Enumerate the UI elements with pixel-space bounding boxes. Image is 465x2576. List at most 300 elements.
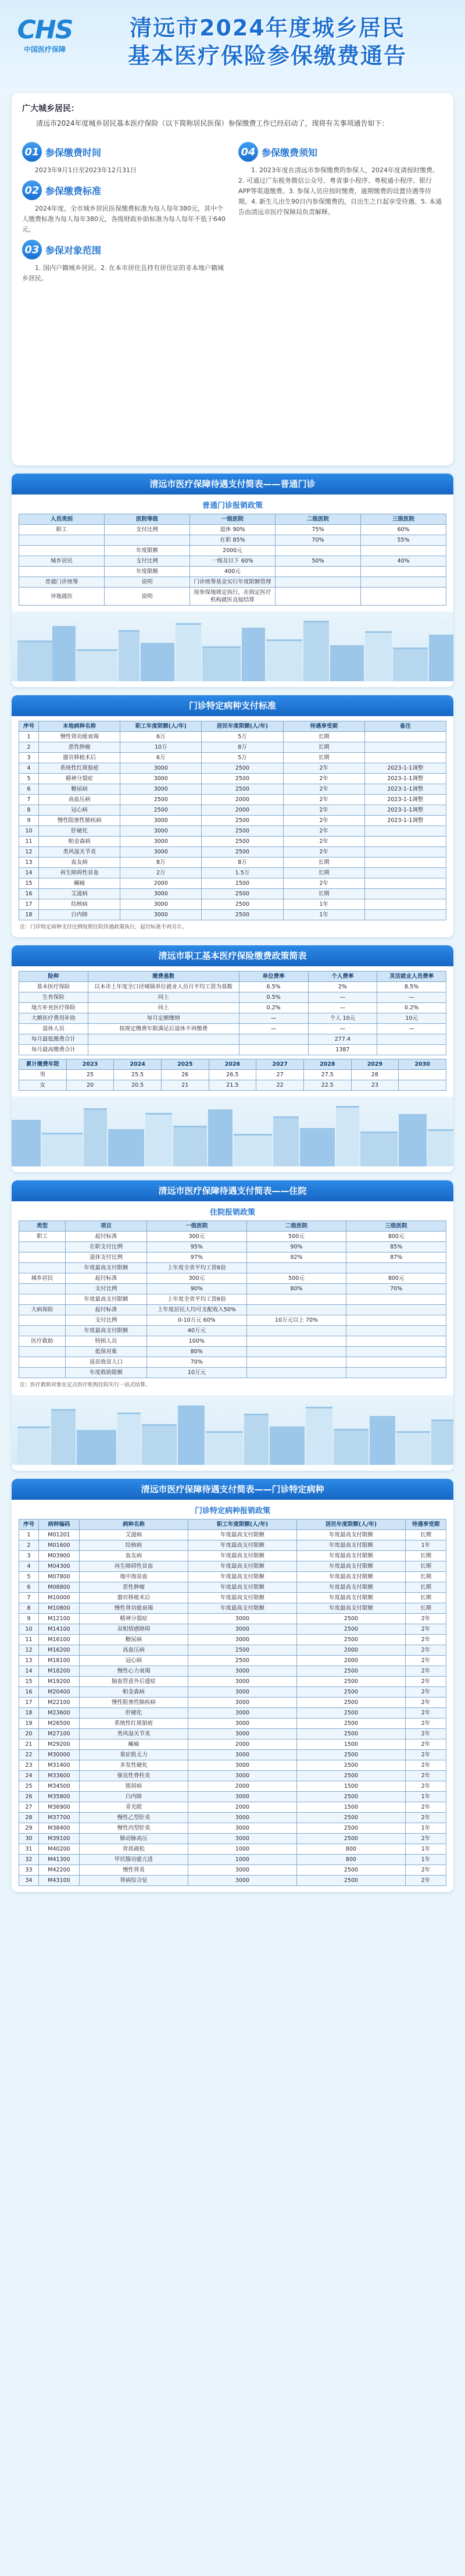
contribution-row-cell [377, 1034, 446, 1045]
special-disease-list-row [19, 1698, 446, 1708]
section-3-head [22, 240, 227, 259]
outpatient-row [19, 567, 446, 577]
special-disease-row-cell: 3000 [120, 816, 202, 826]
years-cell: 22.5 [303, 1080, 351, 1091]
special-disease-list-row-cell: M20400 [39, 1687, 80, 1698]
special-disease-header-cell: 备注 [364, 721, 446, 732]
special-disease-list-row-cell: 2500 [297, 1771, 406, 1781]
special-disease-list-row-cell: 15 [19, 1677, 39, 1687]
special-disease-row-cell: 2 [19, 742, 39, 753]
outpatient-row-cell [276, 546, 361, 556]
inpatient-header-cell: 二级医院 [246, 1221, 346, 1232]
special-disease-list-row-cell: 2年 [406, 1781, 446, 1792]
contribution-row-cell [239, 1034, 308, 1045]
years-header-row [19, 1059, 446, 1070]
special-disease-list-row-cell: 11 [19, 1635, 39, 1645]
outpatient-row-cell: 年度限额 [105, 567, 190, 577]
inpatient-row [19, 1305, 446, 1315]
outpatient-row-cell [276, 567, 361, 577]
inpatient-header-cell: 三级医院 [346, 1221, 446, 1232]
special-disease-list-row-cell: 年度最高支付限额 [188, 1530, 297, 1540]
contribution-row-cell: — [308, 1024, 377, 1034]
special-disease-list-row-cell: 年度最高支付限额 [188, 1551, 297, 1561]
special-disease-row-cell: 2500 [202, 899, 283, 910]
special-disease-header-cell: 待遇享受期 [283, 721, 364, 732]
contribution-row-cell: 8.5% [377, 982, 446, 992]
special-disease-list-row-cell: M03900 [39, 1551, 80, 1561]
special-disease-list-row-cell: M04300 [39, 1561, 80, 1572]
inpatient-row-cell [19, 1368, 66, 1378]
contribution-row-cell: 277.4 [308, 1034, 377, 1045]
special-disease-list-row-cell: 1500 [297, 1802, 406, 1813]
special-disease-list-row-cell: M16200 [39, 1645, 80, 1656]
special-disease-row-cell [364, 732, 446, 742]
special-disease-row-cell: 7 [19, 795, 39, 805]
special-disease-list-row-cell: 2000 [297, 1645, 406, 1656]
special-disease-list-row-cell: 1000 [188, 1855, 297, 1865]
special-disease-header-cell: 本地病种名称 [39, 721, 120, 732]
special-disease-list-row [19, 1771, 446, 1781]
inpatient-row-cell: 上年度全省平均工资6倍 [147, 1263, 247, 1273]
special-disease-list-row-cell: 2 [19, 1540, 39, 1551]
special-disease-row-cell: 长期 [283, 889, 364, 899]
special-disease-list-row-cell: 2年 [406, 1760, 446, 1771]
special-disease-row-cell: 2500 [202, 774, 283, 784]
years-cell: 21.5 [209, 1080, 256, 1091]
contribution-row-cell: — [377, 1024, 446, 1034]
special-disease-row-cell: 长期 [283, 868, 364, 878]
special-disease-list-row-cell: 精神分裂症 [80, 1614, 188, 1624]
special-disease-row-cell: 艾滋病 [39, 889, 120, 899]
special-disease-row [19, 753, 446, 763]
inpatient-row-cell: 上年度居民人均可支配收入50% [147, 1305, 247, 1315]
special-disease-row-cell: 2500 [202, 847, 283, 858]
special-disease-list-row-cell: 8 [19, 1603, 39, 1614]
outpatient-row-cell: 职工 [19, 525, 105, 535]
outpatient-row-cell: 异地就医 [19, 588, 105, 606]
special-disease-list-row-cell: 肺动脉高压 [80, 1834, 188, 1844]
greeting: 广大城乡居民： [22, 104, 79, 113]
special-disease-list-row-cell: M26500 [39, 1718, 80, 1729]
special-disease-list-row-cell: M10800 [39, 1603, 80, 1614]
special-disease-list-header-cell: 职工年度限额(人/年) [188, 1520, 297, 1530]
contribution-row-cell: 6.5% [239, 982, 308, 992]
inpatient-row-cell [346, 1315, 446, 1326]
special-disease-list-panel [12, 1479, 453, 1892]
special-disease-row-cell: 16 [19, 889, 39, 899]
contribution-row-cell: — [239, 1024, 308, 1034]
special-disease-list-row-cell: M18200 [39, 1666, 80, 1677]
special-disease-list-row [19, 1729, 446, 1739]
special-disease-list-row [19, 1603, 446, 1614]
contribution-row-cell: 大额医疗费用补助 [19, 1013, 88, 1024]
special-disease-row-cell [364, 868, 446, 878]
outpatient-row-cell: 2000元 [190, 546, 276, 556]
special-disease-list-row-cell: 2年 [406, 1813, 446, 1823]
outpatient-row-cell [276, 577, 361, 588]
inpatient-row [19, 1347, 446, 1357]
special-disease-row-cell: 长期 [283, 753, 364, 763]
special-disease-list-row-cell: 3000 [188, 1865, 297, 1876]
special-disease-list-row-cell: 3000 [188, 1876, 297, 1886]
special-disease-list-row-cell: M41300 [39, 1855, 80, 1865]
page-title [87, 14, 448, 70]
years-cell: 20 [66, 1080, 114, 1091]
special-disease-list-row-cell: 2500 [297, 1624, 406, 1635]
inpatient-row-cell [246, 1368, 346, 1378]
special-disease-list-row-cell: M23600 [39, 1708, 80, 1718]
section-4-title: 参保缴费须知 [262, 147, 318, 158]
special-disease-row-cell: 血友病 [39, 858, 120, 868]
special-disease-row-cell [364, 753, 446, 763]
contribution-row [19, 1013, 446, 1024]
special-disease-row-cell: 17 [19, 899, 39, 910]
special-disease-list-row-cell: 2500 [297, 1876, 406, 1886]
inpatient-row-cell: 起付标准 [66, 1232, 147, 1242]
special-disease-row-cell: 6万 [120, 732, 202, 742]
special-disease-row-cell: 高血压病 [39, 795, 120, 805]
special-disease-row [19, 868, 446, 878]
outpatient-row-cell: 55% [361, 535, 446, 546]
special-disease-list-row-cell: 800 [297, 1844, 406, 1855]
special-disease-row-cell: 2年 [283, 826, 364, 837]
inpatient-row-cell: 医疗救助 [19, 1336, 66, 1347]
contribution-row [19, 992, 446, 1003]
outpatient-header-cell: 一级医院 [190, 514, 276, 525]
special-disease-list-row-cell: 多发性硬化 [80, 1760, 188, 1771]
outpatient-row-cell [361, 567, 446, 577]
special-disease-panel [12, 695, 453, 937]
year-cell: 2025 [161, 1059, 209, 1070]
inpatient-row-cell: 800元 [346, 1232, 446, 1242]
contribution-row-cell: — [308, 1003, 377, 1013]
special-disease-row-cell: 8万 [202, 742, 283, 753]
contribution-row-cell: 每月最低缴费合计 [19, 1034, 88, 1045]
special-disease-row-cell: 12 [19, 847, 39, 858]
contribution-row [19, 1045, 446, 1055]
contribution-row-cell [88, 1045, 239, 1055]
special-disease-row-cell: 10万 [120, 742, 202, 753]
inpatient-row-cell [19, 1347, 66, 1357]
special-disease-list-row [19, 1813, 446, 1823]
special-disease-list-row [19, 1530, 446, 1540]
outpatient-row-cell: 一级及以下 60% [190, 556, 276, 567]
special-disease-list-row-cell: M42200 [39, 1865, 80, 1876]
inpatient-row-cell: 800元 [346, 1273, 446, 1284]
inpatient-row-cell [346, 1336, 446, 1347]
special-disease-list-row-cell: 系统性红斑狼疮 [80, 1718, 188, 1729]
special-disease-list-row-cell: 艾滋病 [80, 1530, 188, 1540]
outpatient-row [19, 546, 446, 556]
special-disease-list-row-cell: 14 [19, 1666, 39, 1677]
special-disease-row-cell: 8万 [120, 858, 202, 868]
special-disease-row-cell: 3000 [120, 889, 202, 899]
special-disease-row-cell: 2年 [283, 795, 364, 805]
contribution-row-cell: 基本医疗保险 [19, 982, 88, 992]
special-disease-row-cell: 3000 [120, 910, 202, 920]
special-disease-row-cell: 2年 [283, 816, 364, 826]
inpatient-row-cell: 起付标准 [66, 1273, 147, 1284]
inpatient-row-cell: 特困人员 [66, 1336, 147, 1347]
special-disease-body [19, 732, 446, 920]
special-disease-list-row-cell: 长期 [406, 1593, 446, 1603]
special-disease-table [19, 721, 446, 920]
special-disease-list-row-cell: 3000 [188, 1771, 297, 1781]
special-disease-row-cell: 长期 [283, 742, 364, 753]
special-disease-header-row [19, 721, 446, 732]
special-disease-list-row-cell: 2500 [297, 1813, 406, 1823]
inpatient-row [19, 1336, 446, 1347]
years-cell: 男 [19, 1070, 67, 1080]
contribution-row-cell: — [377, 992, 446, 1003]
special-disease-list-row-cell: 2年 [406, 1698, 446, 1708]
years-cell: 25 [66, 1070, 114, 1080]
outpatient-row [19, 525, 446, 535]
special-disease-list-row-cell: 2年 [406, 1635, 446, 1645]
special-disease-list-header-cell: 序号 [19, 1520, 39, 1530]
special-disease-list-row-cell: 1000 [188, 1844, 297, 1855]
special-disease-list-row-cell: M10000 [39, 1593, 80, 1603]
section-4-number: 04 [238, 142, 258, 162]
outpatient-row-cell: 支付比例 [105, 556, 190, 567]
inpatient-row [19, 1315, 446, 1326]
special-disease-list-row-cell: 年度最高支付限额 [188, 1593, 297, 1603]
special-disease-header-cell: 序号 [19, 721, 39, 732]
special-disease-list-row-cell: 高血压病 [80, 1645, 188, 1656]
special-disease-list-row-cell: 年度最高支付限额 [188, 1603, 297, 1614]
special-disease-list-header-cell: 居民年度限额(人/年) [297, 1520, 406, 1530]
special-disease-row-cell: 5 [19, 774, 39, 784]
special-disease-list-row-cell: 25 [19, 1781, 39, 1792]
special-disease-list-row-cell: 19 [19, 1718, 39, 1729]
special-disease-list-row-cell: 3000 [188, 1834, 297, 1844]
inpatient-header-row [19, 1221, 446, 1232]
inpatient-row-cell: 10万元 [147, 1368, 247, 1378]
years-male-row [19, 1070, 446, 1080]
special-disease-list-row-cell: 3000 [188, 1624, 297, 1635]
special-disease-row-cell: 2000 [202, 805, 283, 816]
special-disease-list-row [19, 1677, 446, 1687]
contribution-row [19, 982, 446, 992]
special-disease-list-row-cell: 年度最高支付限额 [297, 1551, 406, 1561]
special-disease-list-row-cell: 4 [19, 1561, 39, 1572]
special-disease-row-cell [364, 837, 446, 847]
special-disease-list-row-cell: 3000 [188, 1813, 297, 1823]
outpatient-row-cell [276, 588, 361, 606]
special-disease-row-cell: 11 [19, 837, 39, 847]
special-disease-row-cell [364, 826, 446, 837]
years-cell: 27.5 [303, 1070, 351, 1080]
special-disease-list-row-cell: 1年 [406, 1823, 446, 1834]
outpatient-row [19, 588, 446, 606]
inpatient-row-cell: 90% [147, 1284, 247, 1294]
special-disease-row-cell: 冠心病 [39, 805, 120, 816]
special-disease-list-row-cell: 3000 [188, 1729, 297, 1739]
special-disease-list-row [19, 1614, 446, 1624]
special-disease-list-table [19, 1519, 446, 1886]
section-2-number: 02 [22, 180, 42, 200]
special-disease-list-row-cell: 3000 [188, 1760, 297, 1771]
contribution-row-cell: 每月最高缴费合计 [19, 1045, 88, 1055]
inpatient-row-cell: 70% [346, 1284, 446, 1294]
special-disease-list-row-cell: 3000 [188, 1750, 297, 1760]
header [0, 0, 465, 93]
years-cell [399, 1080, 446, 1091]
special-disease-list-row [19, 1792, 446, 1802]
years-female-row [19, 1080, 446, 1091]
special-disease-list-row-cell: 慢性阻塞性肺疾病 [80, 1698, 188, 1708]
contribution-body [19, 982, 446, 1055]
special-disease-row-cell [364, 742, 446, 753]
special-disease-row-cell: 器官移植术后 [39, 753, 120, 763]
section-2-head [22, 180, 227, 200]
special-disease-list-row-cell: 3 [19, 1551, 39, 1561]
inpatient-row-cell [19, 1315, 66, 1326]
special-disease-list-header-cell: 待遇享受期 [406, 1520, 446, 1530]
special-disease-list-row-cell: 脑血管意外后遗症 [80, 1677, 188, 1687]
special-disease-list-row-cell: 慢性肾炎 [80, 1865, 188, 1876]
special-disease-list-row-cell: M37700 [39, 1813, 80, 1823]
special-disease-list-row-cell: M22100 [39, 1698, 80, 1708]
special-disease-list-row [19, 1540, 446, 1551]
special-disease-list-row-cell: M14100 [39, 1624, 80, 1635]
special-disease-list-row-cell: 地中海贫血 [80, 1572, 188, 1582]
special-disease-row-cell: 2500 [120, 805, 202, 816]
special-disease-list-banner: 清远市医疗保障待遇支付简表——门诊特定病种 [12, 1479, 453, 1500]
contribution-row-cell: — [308, 992, 377, 1003]
special-disease-list-row-cell: 重症肌无力 [80, 1750, 188, 1760]
contribution-header-cell: 个人费率 [308, 972, 377, 982]
special-disease-row-cell: 再生障碍性贫血 [39, 868, 120, 878]
special-disease-note: 注：门诊特定病种支付比例按照住院待遇政策执行，起付标准不再另计。 [20, 924, 188, 930]
special-disease-row-cell: 8 [19, 805, 39, 816]
special-disease-list-row-cell: 2000 [297, 1656, 406, 1666]
special-disease-list-row-cell: 3000 [188, 1687, 297, 1698]
special-disease-list-row-cell: M29200 [39, 1739, 80, 1750]
special-disease-list-row-cell: 24 [19, 1771, 39, 1781]
special-disease-row-cell: 14 [19, 868, 39, 878]
special-disease-row-cell: 3000 [120, 763, 202, 774]
special-disease-list-row-cell: 再生障碍性贫血 [80, 1561, 188, 1572]
outpatient-header-row [19, 514, 446, 525]
special-disease-row [19, 805, 446, 816]
special-disease-list-row-cell: 1500 [297, 1781, 406, 1792]
special-disease-list-row [19, 1551, 446, 1561]
special-disease-list-row-cell: 3000 [188, 1708, 297, 1718]
inpatient-row-cell: 500元 [246, 1232, 346, 1242]
contribution-row-cell: 以本市上年度全口径城镇单位就业人员月平均工资为基数 [88, 982, 239, 992]
special-disease-list-row-cell: 2年 [406, 1645, 446, 1656]
chs-logo [13, 17, 77, 54]
special-disease-list-row [19, 1687, 446, 1698]
special-disease-list-row-cell: 肝硬化 [80, 1708, 188, 1718]
special-disease-row-cell: 2万 [120, 868, 202, 878]
inpatient-row-cell: 85% [346, 1242, 446, 1253]
outpatient-row-cell: 75% [276, 525, 361, 535]
outpatient-row-cell: 说明 [105, 577, 190, 588]
special-disease-list-body [19, 1530, 446, 1886]
special-disease-banner: 门诊特定病种支付标准 [12, 695, 453, 716]
year-cell: 2026 [209, 1059, 256, 1070]
special-disease-row-cell: 2年 [283, 878, 364, 889]
special-disease-row-cell: 糖尿病 [39, 784, 120, 795]
inpatient-row [19, 1357, 446, 1368]
contribution-row-cell [88, 1034, 239, 1045]
special-disease-list-row-cell: 强直性脊柱炎 [80, 1771, 188, 1781]
special-disease-row-cell: 3000 [120, 899, 202, 910]
inpatient-row-cell [346, 1326, 446, 1336]
special-disease-list-row-cell: 慢性肾功能衰竭 [80, 1603, 188, 1614]
outpatient-row-cell: 按参保地规定执行，在指定医疗机构就医直接结算 [190, 588, 276, 606]
special-disease-row-cell: 肝硬化 [39, 826, 120, 837]
special-disease-list-row-cell: 年度最高支付限额 [188, 1572, 297, 1582]
inpatient-header-cell: 项目 [66, 1221, 147, 1232]
contribution-header-row [19, 972, 446, 982]
special-disease-list-row [19, 1718, 446, 1729]
special-disease-row-cell: 13 [19, 858, 39, 868]
inpatient-row-cell: 300元 [147, 1273, 247, 1284]
special-disease-list-row [19, 1865, 446, 1876]
special-disease-list-row [19, 1844, 446, 1855]
special-disease-list-row-cell: 长期 [406, 1582, 446, 1593]
special-disease-list-header-cell: 病种名称 [80, 1520, 188, 1530]
special-disease-list-row-cell: 白内障 [80, 1792, 188, 1802]
special-disease-list-row-cell: 帕金森病 [80, 1687, 188, 1698]
inpatient-row [19, 1253, 446, 1263]
special-disease-row-cell: 8万 [202, 858, 283, 868]
special-disease-list-row-cell: 800 [297, 1855, 406, 1865]
section-2-body: 2024年度，全市城乡居民医保缴费标准为每人每年380元，其中个人缴费标准为每人每年380元，各级财政补助标准为每人每年不低于640元。 [22, 205, 226, 233]
special-disease-list-row-cell: 3000 [188, 1718, 297, 1729]
special-disease-list-row-cell: 恶性肿瘤 [80, 1582, 188, 1593]
contribution-row-cell [377, 1045, 446, 1055]
special-disease-list-row-cell: 2年 [406, 1771, 446, 1781]
special-disease-row-cell: 结核病 [39, 899, 120, 910]
special-disease-list-row-cell: 2年 [406, 1802, 446, 1813]
outpatient-row-cell [361, 588, 446, 606]
outpatient-row-cell: 门诊统筹基金实行年度限额管理 [190, 577, 276, 588]
special-disease-list-row-cell: 9 [19, 1614, 39, 1624]
footer-spacer [0, 1892, 465, 1915]
special-disease-header-cell: 职工年度限额(人/年) [120, 721, 202, 732]
contribution-row [19, 1024, 446, 1034]
special-disease-list-row-cell: 2500 [297, 1792, 406, 1802]
outpatient-header-cell: 三级医院 [361, 514, 446, 525]
special-disease-row-cell: 慢性阻塞性肺疾病 [39, 816, 120, 826]
contribution-row-cell: 地方补充医疗保险 [19, 1003, 88, 1013]
special-disease-list-row-cell: 2500 [297, 1729, 406, 1739]
special-disease-list-row [19, 1876, 446, 1886]
special-disease-row-cell: 2023-1-1调整 [364, 816, 446, 826]
section-4-head [238, 142, 443, 162]
years-cell: 27 [256, 1070, 304, 1080]
contribution-row [19, 1003, 446, 1013]
special-disease-list-row-cell: 6 [19, 1582, 39, 1593]
special-disease-row [19, 878, 446, 889]
special-disease-list-row-cell: 双相情感障碍 [80, 1624, 188, 1635]
outpatient-banner: 清远市医疗保障待遇支付简表——普通门诊 [12, 474, 453, 494]
inpatient-banner: 清远市医疗保障待遇支付简表——住院 [12, 1180, 453, 1201]
special-disease-row-cell [364, 878, 446, 889]
special-disease-list-row-cell: M07800 [39, 1572, 80, 1582]
special-disease-row-cell: 长期 [283, 732, 364, 742]
special-disease-row-cell: 白内障 [39, 910, 120, 920]
outpatient-row-cell [361, 546, 446, 556]
special-disease-list-row-cell: 1年 [406, 1792, 446, 1802]
special-disease-list-row-cell: 3000 [188, 1677, 297, 1687]
special-disease-list-row [19, 1635, 446, 1645]
special-disease-row-cell: 1500 [202, 878, 283, 889]
